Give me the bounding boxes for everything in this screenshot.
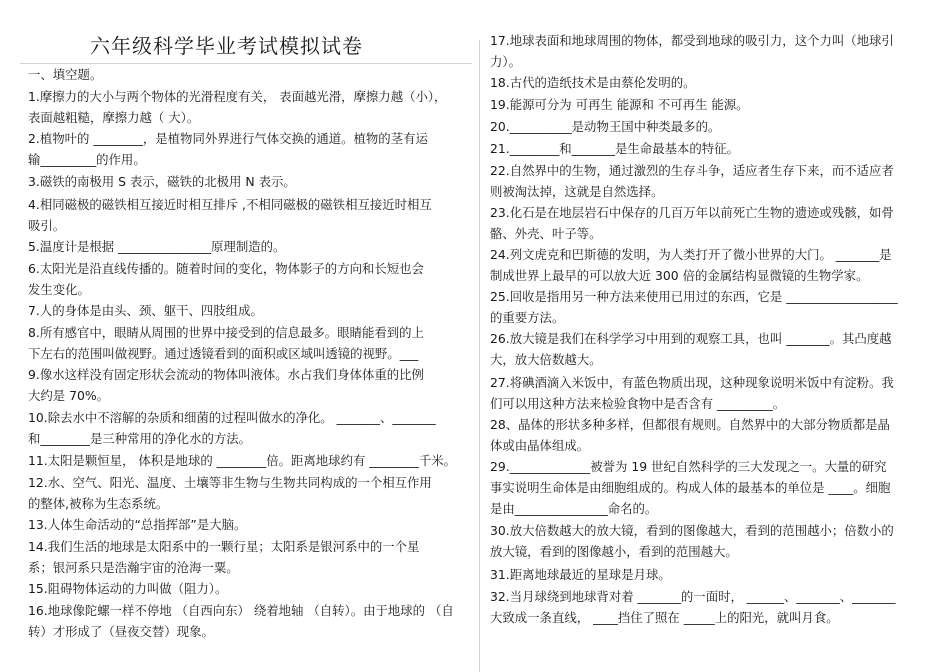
question-line: 7.人的身体是由头、颈、躯干、四肢组成。	[28, 303, 263, 318]
question-item	[28, 450, 468, 471]
question-line: 8.所有感官中，眼睛从周围的世界中接受到的信息最多。眼睛能看到的上	[28, 325, 424, 340]
question-item	[28, 364, 468, 406]
question-line: 11.太阳是颗恒星， 体积是地球的 ________倍。距离地球约有 ________千米。	[28, 453, 457, 468]
question-line: 表面越粗糙，摩擦力越（ 大）。	[28, 110, 200, 125]
question-line: 大约是 70%。	[28, 388, 110, 403]
question-item	[490, 116, 926, 137]
question-line: 1.摩擦力的大小与两个物体的光滑程度有关， 表面越光滑，摩擦力越（小），	[28, 89, 447, 104]
question-item	[28, 322, 468, 364]
question-line: 4.相同磁极的磁铁相互接近时相互排斥 ,不相同磁极的磁铁相互接近时相互	[28, 197, 432, 212]
question-item	[490, 160, 926, 202]
question-line: 则被淘汰掉，这就是自然选择。	[490, 184, 664, 199]
question-line: 24.列文虎克和巴斯德的发明，为人类打开了微小世界的大门。 _______是	[490, 247, 892, 262]
question-line: 25.回收是指用另一种方法来使用已用过的东西，它是 __________________	[490, 289, 898, 304]
question-line: 是由_______________命名的。	[490, 501, 658, 516]
question-item	[28, 86, 468, 128]
question-line: 5.温度计是根据 _______________原理制造的。	[28, 239, 286, 254]
question-item	[490, 202, 926, 244]
question-line: 17.地球表面和地球周围的物体，都受到地球的吸引力，这个力叫（地球引	[490, 33, 894, 48]
question-line: 21.________和_______是生命最基本的特征。	[490, 141, 739, 156]
question-line: 骼、外壳、叶子等。	[490, 226, 602, 241]
question-line: 制成世界上最早的可以放大近 300 倍的金属结构显微镜的生物学家。	[490, 268, 869, 283]
question-line: 发生变化。	[28, 282, 90, 297]
question-line: 的重要方法。	[490, 310, 565, 325]
question-line: 放大镜，看到的图像越小，看到的范围越大。	[490, 544, 738, 559]
question-item	[28, 171, 468, 192]
question-item	[28, 514, 468, 535]
question-item	[28, 578, 468, 599]
question-line: 20.__________是动物王国中种类最多的。	[490, 119, 721, 134]
question-item	[28, 600, 468, 642]
question-line: 吸引。	[28, 218, 66, 233]
question-line: 16.地球像陀螺一样不停地 （自西向东） 绕着地轴 （自转）。由于地球的 （自	[28, 603, 454, 618]
question-item	[28, 258, 468, 300]
question-item	[490, 564, 926, 585]
question-line: 的整体,被称为生态系统。	[28, 496, 169, 511]
question-line: 3.磁铁的南极用 S 表示，磁铁的北极用 N 表示。	[28, 174, 296, 189]
question-line: 30.放大倍数越大的放大镜，看到的图像越大，看到的范围越小；倍数小的	[490, 523, 894, 538]
question-item	[490, 372, 926, 414]
question-line: 19.能源可分为 可再生 能源和 不可再生 能源。	[490, 97, 749, 112]
question-line: 转）才形成了（昼夜交替）现象。	[28, 624, 214, 639]
question-line: 6.太阳光是沿直线传播的。随着时间的变化，物体影子的方向和长短也会	[28, 261, 424, 276]
question-line: 力）。	[490, 54, 521, 69]
question-line: 13.人体生命活动的“总指挥部”是大脑。	[28, 517, 247, 532]
question-line: 22.自然界中的生物，通过激烈的生存斗争，适应者生存下来，而不适应者	[490, 163, 894, 178]
question-line: 们可以用这种方法来检验食物中是否含有 _________。	[490, 396, 786, 411]
section-heading: 一、填空题。	[28, 67, 103, 82]
question-line: 体或由晶体组成。	[490, 438, 590, 453]
column-divider	[479, 40, 480, 672]
question-line: 2.植物叶的 ________，是植物同外界进行气体交换的通道。植物的茎有运	[28, 131, 428, 146]
question-line: 事实说明生命体是由细胞组成的。构成人体的最基本的单位是 ____。细胞	[490, 480, 891, 495]
question-item	[28, 536, 468, 578]
question-line: 27.将碘酒滴入米饭中，有蓝色物质出现，这种现象说明米饭中有淀粉。我	[490, 375, 894, 390]
question-item	[490, 30, 926, 72]
question-item	[490, 520, 926, 562]
question-item	[490, 328, 926, 370]
question-item	[490, 72, 926, 93]
question-item	[28, 407, 468, 449]
exam-title: 六年级科学毕业考试模拟试卷	[90, 34, 363, 58]
question-line: 31.距离地球最近的星球是月球。	[490, 567, 671, 582]
question-item	[490, 286, 926, 328]
question-line: 26.放大镜是我们在科学学习中用到的观察工具，也叫 _______。其凸度越	[490, 331, 892, 346]
question-line: 系；银河系只是浩瀚宇宙的沧海一粟。	[28, 560, 239, 575]
question-line: 18.古代的造纸技术是由蔡伦发明的。	[490, 75, 696, 90]
question-item	[28, 194, 468, 236]
question-line: 和________是三种常用的净化水的方法。	[28, 431, 252, 446]
question-item	[490, 414, 926, 456]
question-line: 32.当月球绕到地球背对着 _______的一面时， ______、_______、_______	[490, 589, 896, 604]
question-line: 15.阻碍物体运动的力叫做（阻力）。	[28, 581, 228, 596]
question-line: 下左右的范围叫做视野。通过透镜看到的面积或区域叫透镜的视野。___	[28, 346, 419, 361]
question-item	[490, 586, 926, 628]
question-line: 28、晶体的形状多种多样，但都很有规则。自然界中的大部分物质都是晶	[490, 417, 890, 432]
question-line: 大致成一条直线， ____挡住了照在 _____上的阳光，就叫月食。	[490, 610, 839, 625]
question-line: 14.我们生活的地球是太阳系中的一颗行星；太阳系是银河系中的一个星	[28, 539, 420, 554]
question-line: 9.像水这样没有固定形状会流动的物体叫液体。水占我们身体体重的比例	[28, 367, 424, 382]
question-line: 12.水、空气、阳光、温度、土壤等非生物与生物共同构成的一个相互作用	[28, 475, 432, 490]
question-item	[28, 300, 468, 321]
question-line: 10.除去水中不溶解的杂质和细菌的过程叫做水的净化。 _______、_______	[28, 410, 436, 425]
question-item	[490, 244, 926, 286]
question-item	[28, 472, 468, 514]
question-item	[28, 128, 468, 170]
question-item	[490, 456, 926, 519]
question-item	[490, 138, 926, 159]
question-line: 大，放大倍数越大。	[490, 352, 602, 367]
question-line: 29._____________被誉为 19 世纪自然科学的三大发现之一。大量的研究	[490, 459, 887, 474]
question-item	[490, 94, 926, 115]
question-line: 输_________的作用。	[28, 152, 146, 167]
question-line: 23.化石是在地层岩石中保存的几百万年以前死亡生物的遗迹或残骸，如骨	[490, 205, 894, 220]
question-item	[28, 236, 468, 257]
